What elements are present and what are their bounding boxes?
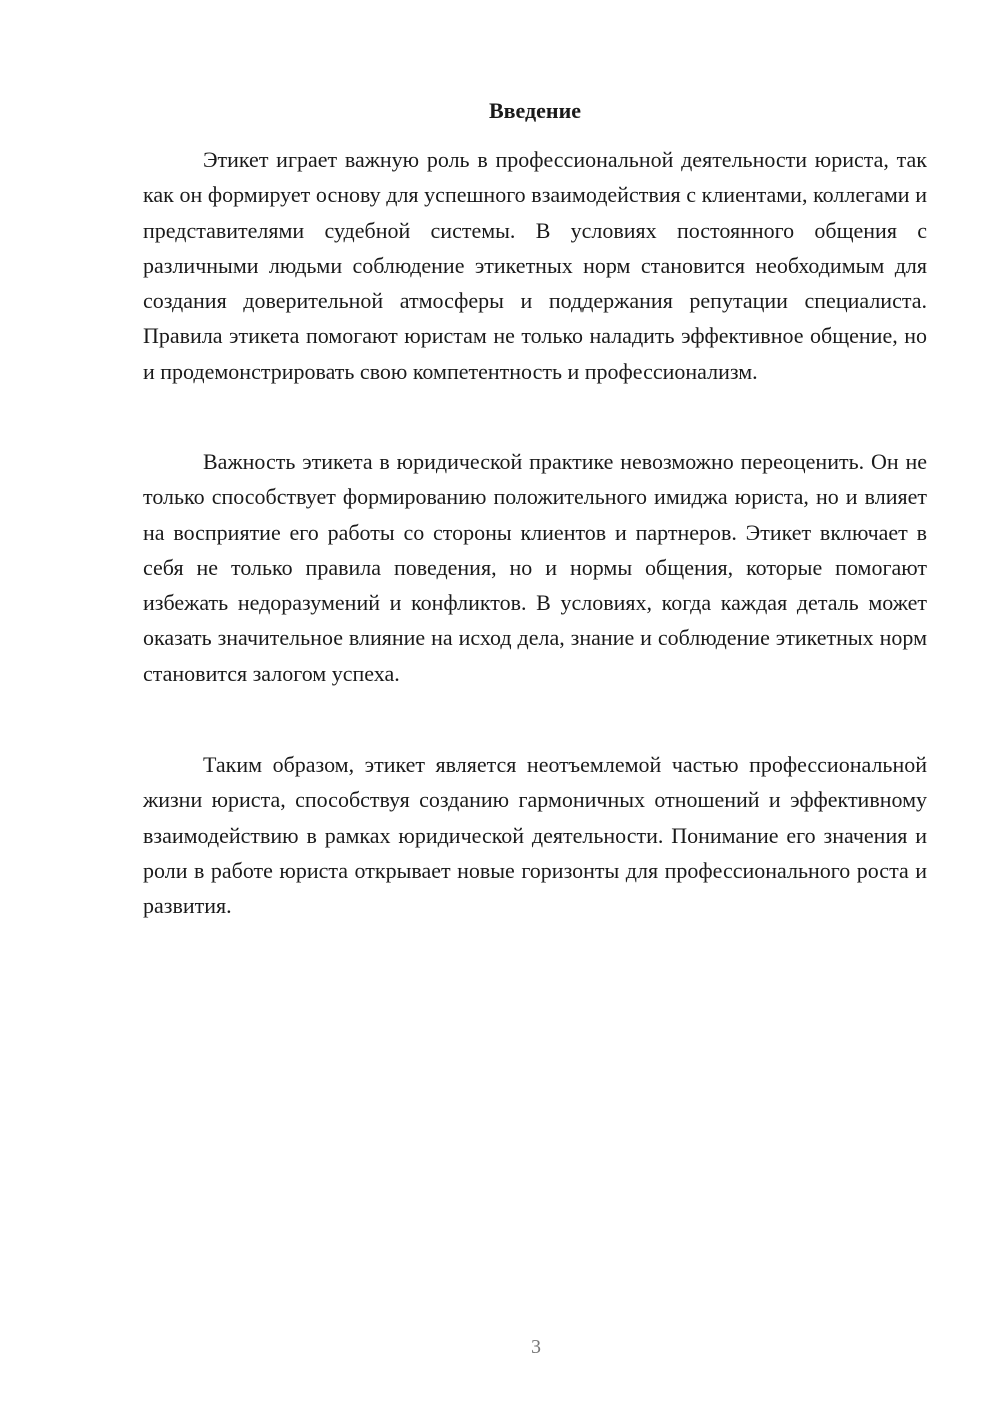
section-heading: Введение — [488, 98, 582, 123]
paragraph-1: Этикет играет важную роль в профессиональной деятельности юриста, так как он формирует основу для успешного взаимодействия с клиентами, коллегами и представителями судебной системы. В условиях постоянного общения с различными людьми соблюдение этикетных норм становится необходимым для создания доверительной атмосферы и поддержания репутации специалиста. Правила этикета помогают юристам не только наладить эффективное общение, но и продемонстрировать свою компетентность и профессионализм. — [143, 147, 927, 384]
paragraph-3: Таким образом, этикет является неотъемлемой частью профессиональной жизни юриста, способствуя созданию гармоничных отношений и эффективному взаимодействию в рамках юридической деятельности. Понимание его значения и роли в работе юриста открывает новые горизонты для профессионального роста и развития. — [143, 752, 927, 919]
paragraph-2: Важность этикета в юридической практике невозможно переоценить. Он не только способствует формированию положительного имиджа юриста, но и влияет на восприятие его работы со стороны клиентов и партнеров. Этикет включает в себя не только правила поведения, но и нормы общения, которые помогают избежать недоразумений и конфликтов. В условиях, когда каждая деталь может оказать значительное влияние на исход дела, знание и соблюдение этикетных норм становится залогом успеха. — [143, 449, 927, 686]
page-number: 3 — [531, 1336, 541, 1358]
